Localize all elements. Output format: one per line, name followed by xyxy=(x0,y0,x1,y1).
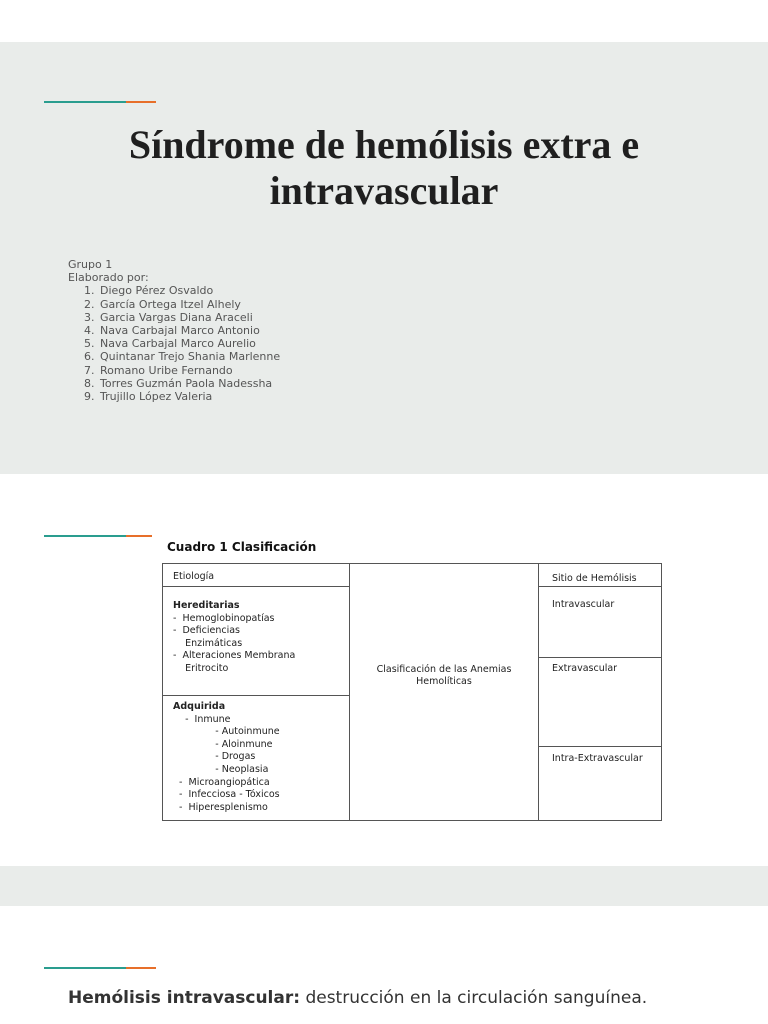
definition-text xyxy=(68,988,647,1008)
title-slide xyxy=(0,42,768,474)
author-item: 6. Quintanar Trejo Shania Marlenne xyxy=(98,350,280,363)
slide-divider xyxy=(0,866,768,906)
author-item: 5. Nava Carbajal Marco Aurelio xyxy=(98,337,280,350)
table-divider xyxy=(538,564,539,820)
classification-table xyxy=(162,563,662,821)
classification-slide xyxy=(0,474,768,866)
center-classification-label: Clasificación de las Anemias Hemolíticas xyxy=(376,664,512,687)
hereditarias-item: - Deficiencias xyxy=(173,625,240,637)
author-item: 4. Nava Carbajal Marco Antonio xyxy=(98,324,280,337)
hemolisis-slide xyxy=(0,906,768,1024)
adquirida-item: - Microangiopática xyxy=(173,776,270,788)
adquirida-item: - Neoplasia xyxy=(173,763,269,775)
definition-term: Hemólisis intravascular: xyxy=(68,988,301,1008)
author-item: 9. Trujillo López Valeria xyxy=(98,390,280,403)
accent-teal-segment xyxy=(44,101,126,103)
hereditarias-item: Eritrocito xyxy=(173,662,229,674)
adquirida-item: - Aloinmune xyxy=(173,738,273,750)
accent-line xyxy=(44,535,156,537)
slide-title: Síndrome de hemólisis extra e intravascular xyxy=(128,122,640,213)
accent-teal-segment xyxy=(44,967,126,969)
accent-line xyxy=(44,101,156,103)
table-divider xyxy=(538,586,662,587)
accent-teal-segment xyxy=(44,535,126,537)
hereditarias-label: Hereditarias xyxy=(173,600,240,611)
table-title: Cuadro 1 Clasificación xyxy=(167,540,317,554)
hereditarias-item: - Alteraciones Membrana xyxy=(173,650,296,662)
etiologia-header: Etiología xyxy=(173,571,215,582)
adquirida-label: Adquirida xyxy=(173,701,226,712)
adquirida-item: - Hiperesplenismo xyxy=(173,801,268,813)
hereditarias-cell xyxy=(173,600,295,676)
authors-block xyxy=(68,258,280,403)
table-divider xyxy=(349,564,350,820)
author-item: 2. García Ortega Itzel Alhely xyxy=(98,298,280,311)
table-divider xyxy=(538,746,662,747)
adquirida-item: - Inmune xyxy=(173,713,231,725)
adquirida-item: - Drogas xyxy=(173,751,256,763)
accent-orange-segment xyxy=(126,967,156,969)
definition-body: destrucción en la circulación sanguínea. xyxy=(300,988,648,1008)
author-item: 1. Diego Pérez Osvaldo xyxy=(98,284,280,297)
adquirida-item: - Infecciosa - Tóxicos xyxy=(173,789,280,801)
table-divider xyxy=(163,586,349,587)
author-item: 3. Garcia Vargas Diana Araceli xyxy=(98,311,280,324)
hereditarias-item: Enzimáticas xyxy=(173,637,243,649)
adquirida-item: - Autoinmune xyxy=(173,726,280,738)
authors-list xyxy=(68,284,280,403)
table-divider xyxy=(538,657,662,658)
group-label: Grupo 1 xyxy=(68,258,113,271)
table-divider xyxy=(163,695,349,696)
accent-orange-segment xyxy=(126,101,156,103)
author-item: 8. Torres Guzmán Paola Nadessha xyxy=(98,377,280,390)
sitio-header: Sitio de Hemólisis xyxy=(552,573,637,584)
accent-line xyxy=(44,967,156,969)
sitio-intra-extravascular: Intra-Extravascular xyxy=(552,753,643,764)
sitio-extravascular: Extravascular xyxy=(552,663,618,674)
adquirida-cell xyxy=(173,701,280,814)
accent-orange-segment xyxy=(126,535,152,537)
sitio-intravascular: Intravascular xyxy=(552,599,615,610)
author-item: 7. Romano Uribe Fernando xyxy=(98,364,280,377)
prepared-by-label: Elaborado por: xyxy=(68,271,149,285)
hereditarias-item: - Hemoglobinopatías xyxy=(173,612,275,624)
